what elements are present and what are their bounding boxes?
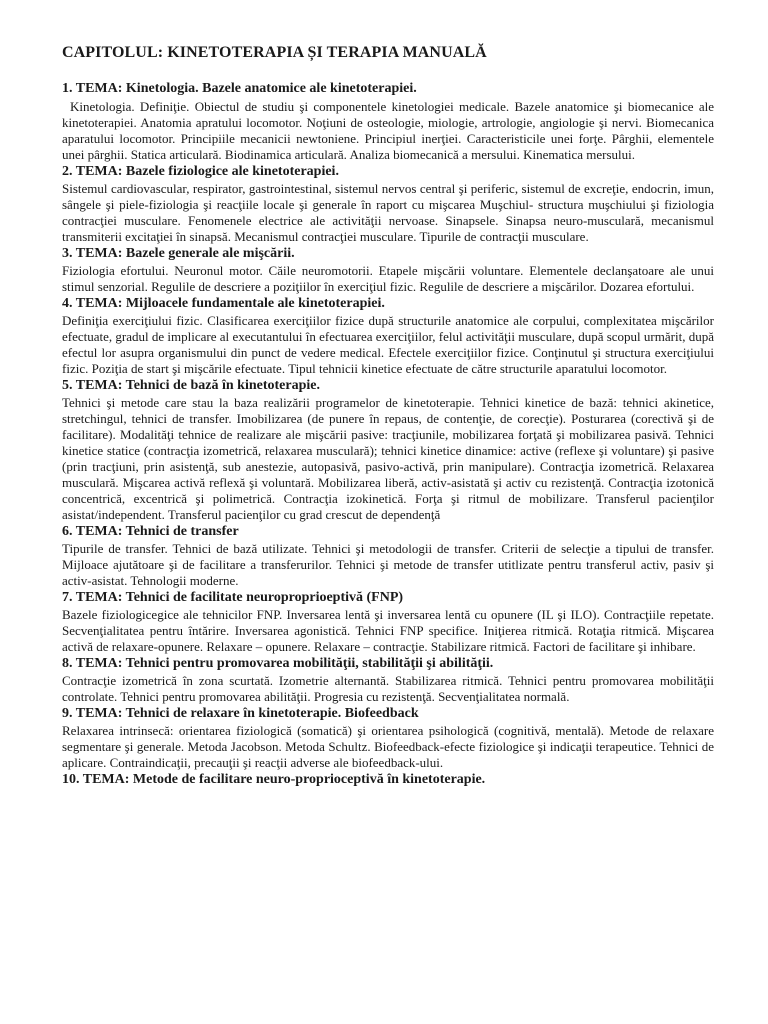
topic-5 — [62, 377, 714, 523]
topic-6 — [62, 523, 714, 589]
topic-10-title: 10. TEMA: Metode de facilitare neuro-proprioceptivă în kinetoterapie. — [62, 772, 486, 787]
topic-7 — [62, 589, 714, 655]
topic-8-body: Contracţie izometrică în zona scurtată. Izometrie alternantă. Stabilizarea ritmică. Tehnici pentru promovarea mobilităţii controlate. Tehnici pentru promovarea abilităţii. Progresia cu rezistenţă. Secvenţialitatea normală. — [62, 673, 714, 704]
topic-4-title: 4. TEMA: Mijloacele fundamentale ale kinetoterapiei. — [62, 296, 385, 311]
topic-list — [62, 80, 714, 789]
chapter-title: CAPITOLUL: KINETOTERAPIA ȘI TERAPIA MANUALĂ — [62, 44, 487, 61]
topic-7-title: 7. TEMA: Tehnici de facilitate neuroproprioeptivă (FNP) — [62, 590, 404, 605]
topic-8 — [62, 655, 714, 705]
topic-4 — [62, 295, 714, 377]
topic-8-title: 8. TEMA: Tehnici pentru promovarea mobilităţii, stabilităţii şi abilităţii. — [62, 656, 494, 671]
topic-9 — [62, 705, 714, 771]
topic-1 — [62, 80, 714, 163]
topic-2 — [62, 163, 714, 245]
topic-3 — [62, 245, 714, 295]
topic-5-title: 5. TEMA: Tehnici de bază în kinetoterapie. — [62, 378, 320, 393]
topic-2-title: 2. TEMA: Bazele fiziologice ale kinetoterapiei. — [62, 164, 339, 179]
topic-3-title: 3. TEMA: Bazele generale ale mişcării. — [62, 246, 295, 261]
topic-4-body: Definiţia exerciţiului fizic. Clasificarea exerciţiilor fizice după structurile anatomice ale corpului, complexitatea mişcărilor efectuate, gradul de implicare al executantului în efectuarea exerciţiilor, felul activităţii musculare, după scopul urmărit, după efectul lor asupra organismului din punct de vedere medical. Efectele exerciţiilor fizice. Conţinutul şi structura exerciţiului fizic. Poziţia de start şi mişcările efectuate. Tipul tehnicii kinetice efectuate de către structurile aparatului locomotor. — [62, 313, 714, 376]
topic-2-body: Sistemul cardiovascular, respirator, gastrointestinal, sistemul nervos central şi periferic, sistemul de excreţie, endocrin, imun, sângele şi piele-fiziologia şi reacţiile locale şi generale în raport cu mişcarea Muşchiul- structura muşchiului şi fiziologia contracţiei musculare. Fenomenele electrice ale activităţii nervoase. Sinapsele. Sinapsa neuro-musculară, mecanismul transmiterii excitaţiei în sinapsă. Mecanismul contracţiei musculare. Tipurile de contracţii musculare. — [62, 181, 714, 244]
topic-7-body: Bazele fiziologicegice ale tehnicilor FNP. Inversarea lentă şi inversarea lentă cu opunere (IL şi ILO). Contracţiile repetate. Secvenţialitatea pentru întărire. Inversarea agonistică. Tehnici FNP specifice. Iniţierea ritmică. Rotaţia ritmică. Mişcarea activă de relaxare-opunere. Relaxare – opunere. Relaxare – contracţie. Stabilizare ritmică. Factori de facilitare şi inhibare. — [62, 607, 714, 654]
topic-9-title: 9. TEMA: Tehnici de relaxare în kinetoterapie. Biofeedback — [62, 706, 419, 721]
topic-5-body: Tehnici şi metode care stau la baza realizării programelor de kinetoterapie. Tehnici kinetice de bază: tehnici akinetice, stretchingul, tehnici de transfer. Imobilizarea (de punere în repaus, de contenţie, de corecţie). Posturarea (corectivă şi de facilitare). Modalităţi tehnice de realizare ale mişcării pasive: tracţiunile, mobilizarea forţată şi mobilizarea pasivă. Tehnici kinetice statice (contracţia izometrică, relaxarea musculară); tehnici kinetice dinamice: active (reflexe şi voluntare) şi pasive (prin tracţiuni, prin asistenţă, sub anestezie, autopasivă, pasivo-activă, prin manipulare). Contracţia izometrică. Relaxarea musculară. Mişcarea activă reflexă şi voluntară. Mobilizarea liberă, activ-asistată şi activ cu rezistenţă. Contracţia izotonică concentrică, excentrică şi polimetrică. Contracţia izokinetică. Forţa şi ritmul de mobilizare. Transferul pacienţilor asistat/independent. Transferul pacienţilor cu grad crescut de dependenţă — [62, 395, 714, 522]
topic-9-body: Relaxarea intrinsecă: orientarea fiziologică (somatică) şi orientarea psihologică (cognitivă, mentală). Metode de relaxare segmentare şi generale. Metoda Jacobson. Metoda Schultz. Biofeedback-efecte fiziologice şi indicaţii terapeutice. Tehnici de aplicare. Contraindicaţii, precauţii şi reacţii adverse ale biofeedback-ului. — [62, 723, 714, 770]
topic-6-body: Tipurile de transfer. Tehnici de bază utilizate. Tehnici şi metodologii de transfer. Criterii de selecţie a tipului de transfer. Mijloace ajutătoare şi de facilitare a transferurilor. Tehnici şi metode de transfer utitlizate pentru transferul activ, pasiv şi activ-asistat. Tehnologii moderne. — [62, 541, 714, 588]
topic-1-body: Kinetologia. Definiţie. Obiectul de studiu şi componentele kinetologiei medicale. Bazele anatomice şi biomecanice ale kinetoterapiei. Anatomia apratului locomotor. Noţiuni de osteologie, miologie, artrologie, angiologie şi nervi. Biomecanica aparatului locomotor. Principiile mecanicii newtoniene. Principiul inerţiei. Caracteristicile unei forţe. Pârghii, elementele unei pârghii. Statica articulară. Biodinamica articulară. Analiza biomecanică a mersului. Kinematica mersului. — [62, 99, 714, 162]
topic-1-title: 1. TEMA: Kinetologia. Bazele anatomice ale kinetoterapiei. — [62, 81, 417, 96]
topic-10 — [62, 771, 714, 789]
topic-3-body: Fiziologia efortului. Neuronul motor. Căile neuromotorii. Etapele mişcării voluntare. Elementele declanşatoare ale unui stimul senzorial. Regulile de descriere a poziţiilor în exerciţiul fizic. Regulile de descriere a mişcărilor. Dozarea efortului. — [62, 263, 714, 294]
topic-6-title: 6. TEMA: Tehnici de transfer — [62, 524, 239, 539]
